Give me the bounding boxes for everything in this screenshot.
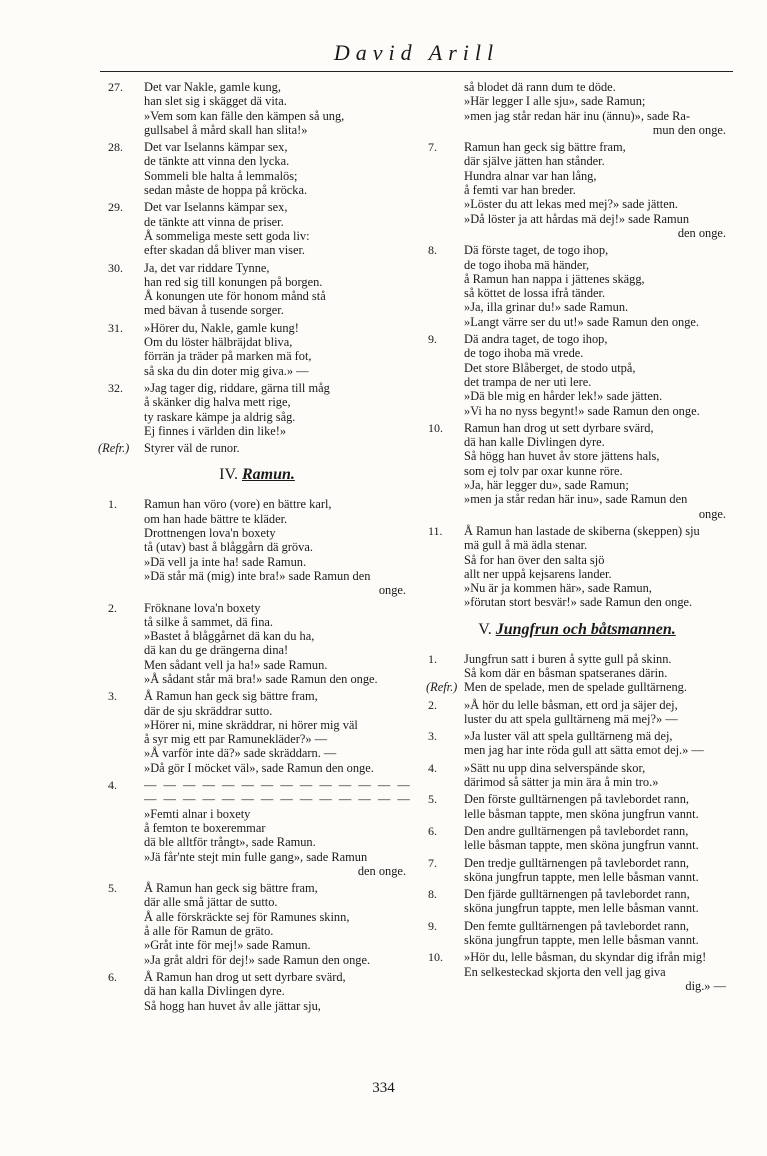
- verse-line: efter skadan då bliver man viser.: [144, 243, 306, 258]
- verse-line: »Nu är ja kommen här», sade Ramun,: [464, 581, 652, 596]
- verse-line: Å alle förskräckte sej för Ramunes skinn,: [144, 909, 350, 924]
- section-title: Jungfrun och båtsmannen.: [495, 620, 676, 638]
- verse-line: Om du löster hälbräjdat bliva,: [144, 335, 293, 350]
- stanza: [428, 792, 726, 821]
- verse-line: »Dä vell ja inte ha! sade Ramun.: [144, 554, 307, 569]
- stanza-number: 7.: [428, 140, 437, 155]
- stanza: [108, 881, 406, 967]
- verse-line: Ja, det var riddare Tynne,: [144, 260, 270, 275]
- verse-line: som ej tolv par oxar kunne röre.: [464, 463, 623, 478]
- stanza-body: [464, 140, 726, 240]
- verse-line: där själve jätten han stånder.: [464, 154, 605, 169]
- stanza-body: [464, 919, 726, 948]
- verse-line: »Hör du, lelle båsman, du skyndar dig ifrån mig!: [464, 950, 707, 965]
- ellipsis-dashes: — — — — — — — — — — — — — —: [144, 792, 412, 807]
- stanza-number: 1.: [108, 497, 117, 512]
- verse-line: Den andre gulltärnengen på tavlebordet rann,: [464, 823, 689, 838]
- stanza: [428, 524, 726, 610]
- stanza-body: [464, 698, 726, 727]
- stanza-number: 8.: [428, 887, 437, 902]
- verse-line: dä ble alltför trångt», sade Ramun.: [144, 835, 316, 850]
- verse-line: Å konungen ute för honom månd stå: [144, 289, 326, 304]
- stanza: [108, 497, 406, 597]
- stanza-body: [464, 792, 726, 821]
- verse-line: Å sommeliga meste sett goda liv:: [144, 228, 310, 243]
- verse-line-continuation: den onge.: [357, 863, 406, 878]
- stanza-number: 7.: [428, 855, 437, 870]
- verse-line: Men sådant vell ja ha!» sade Ramun.: [144, 657, 328, 672]
- verse-line: »Femti alnar i boxety: [144, 806, 251, 821]
- verse-line: mä gull å mä ädla stenar.: [464, 538, 588, 553]
- verse-line: där alle små jättar de sutto.: [144, 895, 278, 910]
- stanza: [428, 421, 726, 521]
- verse-line: dä han kalla Divlingen dyre.: [144, 984, 285, 999]
- stanza: [428, 652, 726, 695]
- stanza-body: [144, 200, 406, 257]
- verse-line: Dä andra taget, de togo ihop,: [464, 332, 608, 347]
- verse-line: de togo ihoba mä vrede.: [464, 346, 584, 361]
- stanza: [108, 778, 412, 878]
- verse-line: Det store Blåberget, de stodo utpå,: [464, 360, 636, 375]
- verse-line: å skänker dig halva mett rige,: [144, 395, 291, 410]
- verse-line: »Å hör du lelle båsman, ett ord ja säjer dej,: [464, 697, 678, 712]
- left-column: [98, 80, 412, 1016]
- stanza-number: 5.: [108, 881, 117, 896]
- verse-line: han red sig till konungen på borgen.: [144, 274, 323, 289]
- verse-line: Den tredje gulltärnengen på tavlebordet rann,: [464, 855, 690, 870]
- stanza-body: [464, 332, 726, 418]
- stanza: [428, 729, 726, 758]
- verse-line: Det var Nakle, gamle kung,: [144, 80, 281, 94]
- verse-line: sköna jungfrun tappte, men lelle båsman vannt.: [464, 933, 699, 948]
- verse-line: sköna jungfrun tappte, men lelle båsman vannt.: [464, 901, 699, 916]
- stanza: [428, 332, 726, 418]
- verse-line: Den förste gulltärnengen på tavlebordet rann,: [464, 792, 690, 807]
- stanza-body: [464, 950, 726, 993]
- refrain-block: [98, 441, 406, 456]
- verse-line: de tänkte att vinna den lycka.: [144, 154, 290, 169]
- verse-line: han slet sig i skägget dä vita.: [144, 94, 287, 109]
- stanza: [428, 887, 726, 916]
- section-numeral: IV.: [219, 466, 238, 484]
- verse-line: Å Ramun han lastade de skiberna (skeppen) sju: [464, 523, 700, 538]
- verse-line: »Bastet å blåggårnet dä kan du ha,: [144, 629, 315, 644]
- verse-line-continuation: den onge.: [677, 225, 726, 240]
- verse-line: Å Ramun han geck sig bättre fram,: [144, 881, 318, 896]
- verse-line: »Sätt nu upp dina selverspände skor,: [464, 760, 646, 775]
- stanza-body: [144, 497, 406, 597]
- stanza-number: 10.: [428, 420, 443, 435]
- verse-line: å alle för Ramun de gräto.: [144, 924, 274, 939]
- stanza-body: [464, 524, 726, 610]
- verse-line-continuation: onge.: [698, 506, 726, 521]
- stanza-body: [464, 80, 726, 137]
- verse-line: de togo ihoba mä händer,: [464, 257, 590, 272]
- verse-line: Så högg han huvet åv store jättens hals,: [464, 449, 660, 464]
- section-heading: [108, 465, 406, 485]
- stanza-number: 2.: [108, 600, 117, 615]
- stanza: [428, 140, 726, 240]
- verse-line: Fröknane lova'n boxety: [144, 600, 261, 615]
- verse-line: Den fjärde gulltärnengen på tavlebordet rann,: [464, 887, 690, 902]
- stanza-body: [464, 243, 726, 329]
- stanza-body: [144, 381, 406, 438]
- stanza: [108, 601, 406, 687]
- verse-line: dä han kalle Divlingen dyre.: [464, 435, 605, 450]
- stanza: [108, 80, 406, 137]
- verse-line: Den femte gulltärnengen på tavlebordet rann,: [464, 918, 690, 933]
- verse-line: sköna jungfrun tappte, men lelle båsman vannt.: [464, 869, 699, 884]
- stanza: [108, 200, 406, 257]
- verse-line-continuation: mun den onge.: [652, 122, 726, 137]
- stanza-number: 5.: [428, 792, 437, 807]
- stanza-body: [144, 970, 406, 1013]
- verse-line: å femti var han breder.: [464, 183, 576, 198]
- verse-line: så köttet de lossa ifrå tänder.: [464, 286, 606, 301]
- verse-line: Ej finnes i världen din like!»: [144, 423, 287, 438]
- stanza-number: 9.: [428, 332, 437, 347]
- verse-line: Sommeli ble halta å lemmalös;: [144, 168, 298, 183]
- stanza-body: [144, 261, 406, 318]
- running-header-title: David Arill: [333, 40, 500, 65]
- verse-line: »Här legger I alle sju», sade Ramun;: [464, 94, 646, 109]
- header-rule: [100, 71, 733, 72]
- verse-line: »Å varför inte dä?» sade skräddarn. —: [144, 746, 337, 761]
- verse-line: om han hade bättre te kläder.: [144, 511, 288, 526]
- stanza-number: 2.: [428, 697, 437, 712]
- stanza: [428, 950, 726, 993]
- verse-line: å femton te boxeremmar: [144, 820, 266, 835]
- verse-line: lelle båsman tappte, men sköna jungfrun vannt.: [464, 806, 699, 821]
- verse-line: det trampa de ner uti lere.: [464, 374, 592, 389]
- stanza: [428, 919, 726, 948]
- verse-line: Ramun han geck sig bättre fram,: [464, 140, 626, 155]
- verse-line: Så kom där en båsman spatseranes därin.: [464, 665, 668, 680]
- verse-line: tå (utav) bast å blåggårn dä gröva.: [144, 540, 313, 555]
- section-title: Ramun.: [241, 466, 295, 484]
- refrain-body: [98, 441, 406, 456]
- stanza-body: [464, 887, 726, 916]
- stanza: [108, 321, 406, 378]
- verse-line: »Å sådant står mä bra!» sade Ramun den onge.: [144, 671, 378, 686]
- verse-line: Å Ramun han drog ut sett dyrbare svärd,: [144, 969, 346, 984]
- verse-line: Drottnengen lova'n boxety: [144, 526, 276, 541]
- verse-line: ty raskare kämpe ja aldrig såg.: [144, 409, 296, 424]
- verse-line: förrän ja träder på marken mä fot,: [144, 349, 312, 364]
- stanza-number: 11.: [428, 523, 443, 538]
- stanza-number: 9.: [428, 918, 437, 933]
- stanza-number: 32.: [108, 380, 123, 395]
- right-column: [428, 80, 726, 996]
- continued-stanza: [428, 80, 726, 137]
- stanza-number: 3.: [108, 689, 117, 704]
- refrain-label: (Refr.): [98, 441, 130, 456]
- verse-line: »Dä står mä (mig) inte bra!» sade Ramun den: [144, 568, 371, 583]
- ellipsis-dashes: — — — — — — — — — — — — — —: [144, 778, 412, 793]
- verse-line: Ramun han vöro (vore) en bättre karl,: [144, 497, 332, 512]
- verse-line: »men jag står redan här inu (ännu)», sade Ra-: [464, 108, 691, 123]
- stanza-number: 3.: [428, 729, 437, 744]
- stanza-number: 28.: [108, 140, 123, 155]
- stanza: [108, 689, 406, 775]
- verse-line: Så hogg han huvet åv alle jättar sju,: [144, 998, 321, 1013]
- verse-line: »Langt värre ser du ut!» sade Ramun den onge.: [464, 314, 700, 329]
- verse-line: En selkesteckad skjorta den vell jag giva: [464, 964, 666, 979]
- stanza-number: 10.: [428, 950, 443, 965]
- stanza-body: [144, 80, 406, 137]
- verse-line: å syr mig ett par Ramunekläder?» —: [144, 732, 328, 747]
- verse-line: »men ja står redan här inu», sade Ramun den: [464, 492, 688, 507]
- stanza: [428, 856, 726, 885]
- verse-line: »Jä får'nte stejt min fulle gang», sade Ramun: [144, 849, 368, 864]
- verse-line: »förutan stort besvär!» sade Ramun den onge.: [464, 595, 693, 610]
- verse-line-continuation: dig.» —: [685, 978, 726, 993]
- verse-line: dä kan du ge drängerna dina!: [144, 643, 289, 658]
- verse-line: där de sju skräddrar sutto.: [144, 703, 273, 718]
- verse-line: Å Ramun han geck sig bättre fram,: [144, 689, 318, 704]
- verse-line: men jag har inte röda gull att sätta emot dej.» —: [464, 743, 704, 758]
- verse-line: »Vem som kan fälle den kämpen så ung,: [144, 108, 345, 123]
- verse-line: »Ja, här legger du», sade Ramun;: [464, 478, 629, 493]
- refrain-text: Styrer väl de runor.: [144, 441, 240, 456]
- stanza-number: 8.: [428, 243, 437, 258]
- verse-line: luster du att spela gulltärneng mä mej?» —: [464, 711, 678, 726]
- verse-line: »Gråt inte för mej!» sade Ramun.: [144, 938, 311, 953]
- verse-line: allt ner uppå kejsarens lander.: [464, 566, 612, 581]
- verse-line: Så for han över den salta sjö: [464, 552, 605, 567]
- section-numeral: V.: [478, 620, 492, 638]
- verse-line: gullsabel å mård skall han slita!»: [144, 122, 308, 137]
- verse-line: därimod så sätter ja min ära å min tro.»: [464, 775, 659, 790]
- verse-line: sedan måste de hoppa på kröcka.: [144, 183, 308, 198]
- stanza: [108, 381, 406, 438]
- stanza-number: 6.: [108, 969, 117, 984]
- stanza: [428, 824, 726, 853]
- verse-line: så ska du din doter mig giva.» —: [144, 363, 309, 378]
- verse-line-continuation: onge.: [378, 583, 406, 598]
- verse-line: tå silke å sammet, dä fina.: [144, 614, 274, 629]
- refrain-text: Men de spelade, men de spelade gulltärneng.: [464, 680, 687, 695]
- verse-line: »Ja gråt aldri för dej!» sade Ramun den onge.: [144, 952, 371, 967]
- verse-line: »Hörer du, Nakle, gamle kung!: [144, 320, 299, 335]
- stanza: [428, 698, 726, 727]
- page-number: 334: [372, 1080, 395, 1096]
- stanza-body: [144, 601, 406, 687]
- verse-line: »Ja, illa grinar du!» sade Ramun.: [464, 300, 629, 315]
- refrain-label: (Refr.): [426, 680, 458, 695]
- stanza-body: [464, 856, 726, 885]
- verse-line: »Då löster ja att hårdas mä dej!» sade Ramun: [464, 211, 690, 226]
- stanza-number: 4.: [108, 778, 117, 793]
- stanza-number: 30.: [108, 260, 123, 275]
- verse-line: »Ja luster väl att spela gulltärneng mä dej,: [464, 729, 673, 744]
- verse-line: Dä förste taget, de togo ihop,: [464, 243, 609, 258]
- verse-line: med bävan å tusende sorger.: [144, 303, 284, 318]
- stanza: [108, 140, 406, 197]
- verse-line: Ramun han drog ut sett dyrbare svärd,: [464, 420, 654, 435]
- stanza-number: 29.: [108, 200, 123, 215]
- stanza-number: 4.: [428, 760, 437, 775]
- stanza-body: [144, 321, 406, 378]
- verse-line: Det var Iselanns kämpar sex,: [144, 140, 288, 155]
- refrain-line: [426, 680, 726, 695]
- verse-line: »Dä ble mig en hårder lek!» sade jätten.: [464, 389, 663, 404]
- stanza-body: [426, 651, 726, 695]
- verse-line: så blodet dä rann dum te döde.: [464, 80, 616, 94]
- verse-line: å Ramun han nappa i jättenes skägg,: [464, 271, 645, 286]
- verse-line: »Vi ha no nyss begynt!» sade Ramun den onge.: [464, 403, 700, 418]
- stanza: [108, 970, 406, 1013]
- stanza-number: 27.: [108, 80, 123, 94]
- stanza-number: 31.: [108, 320, 123, 335]
- stanza-body: [144, 881, 406, 967]
- verse-line: »Löster du att lekas med mej?» sade jätten.: [464, 197, 679, 212]
- stanza: [428, 761, 726, 790]
- stanza-body: [144, 689, 406, 775]
- stanza-number: 6.: [428, 823, 437, 838]
- verse-line: »Då gör I möcket väl», sade Ramun den onge.: [144, 760, 374, 775]
- verse-line: Hundra alnar var han lång,: [464, 168, 597, 183]
- stanza-body: [464, 421, 726, 521]
- section-heading: [428, 620, 726, 640]
- stanza-body: [144, 140, 406, 197]
- verse-line: de tänkte att vinna de priser.: [144, 214, 284, 229]
- stanza-body: [464, 729, 726, 758]
- stanza: [108, 261, 406, 318]
- stanza: [428, 243, 726, 329]
- stanza-body: [464, 824, 726, 853]
- stanza-body: [144, 778, 412, 878]
- refrain-line: [98, 441, 406, 456]
- stanza-number: 1.: [428, 651, 437, 666]
- verse-line: »Jag tager dig, riddare, gärna till måg: [144, 380, 330, 395]
- verse-line: Det var Iselanns kämpar sex,: [144, 200, 288, 215]
- verse-line: lelle båsman tappte, men sköna jungfrun vannt.: [464, 838, 699, 853]
- verse-line: »Hörer ni, mine skräddrar, ni hörer mig väl: [144, 717, 358, 732]
- verse-line: Jungfrun satt i buren å sytte gull på skinn.: [464, 651, 672, 666]
- stanza-body: [464, 761, 726, 790]
